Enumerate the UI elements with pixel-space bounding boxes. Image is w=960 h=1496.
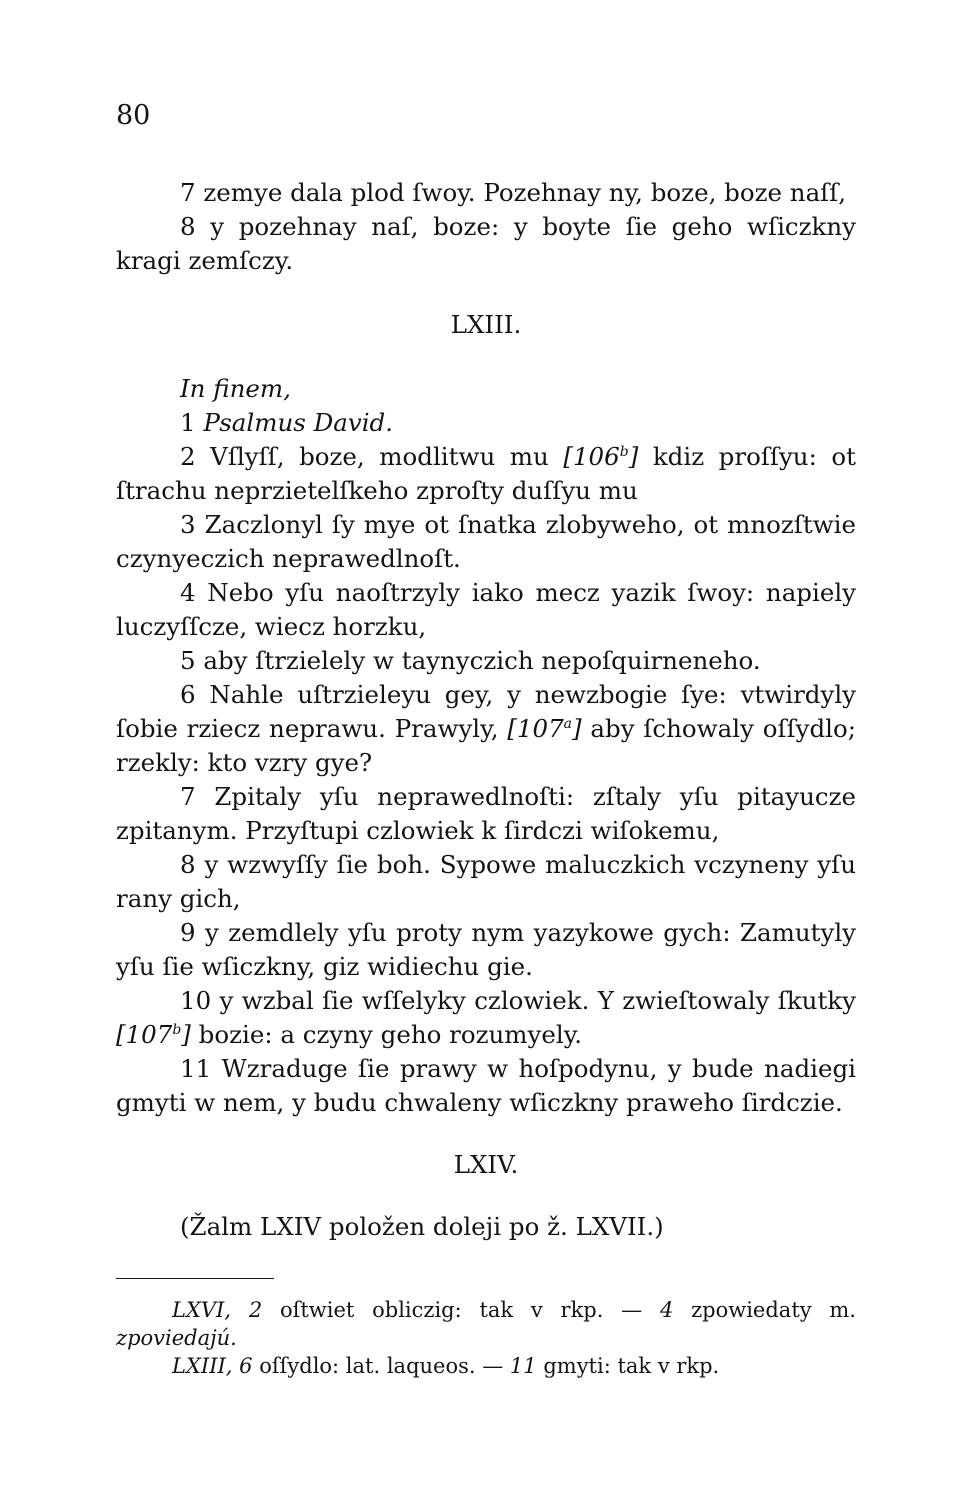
verse-text: 2 Vſlyſſ, boze, modlitwu mu [180, 442, 564, 471]
psalm-heading-lxiv: LXIV. [453, 1150, 519, 1179]
verse-4: 4 Nebo yſu naoſtrzyly iako mecz yazik ſwoy: napiely luczyſſcze, wiecz horzku, [116, 578, 856, 641]
main-text [116, 176, 856, 1244]
verse-text: bozie: a czyny geho rozumyely. [190, 1020, 583, 1049]
verse-text: aby ſchowaly oſſydlo; rzekly: kto vzry gye? [116, 714, 856, 777]
verse-text: kdiz proſſyu: ot ſtrachu neprzietelſkeho zproſty duſſyu mu [116, 442, 856, 505]
psalm-title-line-2 [116, 406, 856, 440]
footnote-lxiii: LXIII, 6 oſſydlo: lat. laqueos. — 11 gmyti: tak v rkp. [172, 1354, 720, 1378]
verse-8: 8 y wzwyſſy ſie boh. Sypowe maluczkich vczyneny yſu rany gich, [116, 850, 856, 913]
verse-6 [116, 678, 856, 780]
footnotes [116, 1296, 856, 1380]
verse-9: 9 y zemdlely yſu proty nym yazykowe gych: Zamutyly yſu ſie wſiczkny, giz widiechu gie. [116, 918, 856, 981]
editorial-note: (Žalm LXIV položen doleji po ž. LXVII.) [180, 1212, 664, 1241]
verse-number-1: 1 [180, 408, 196, 437]
psalm-title-line-1: In finem, [180, 374, 291, 403]
manuscript-folio-ref: [106$^b$] [563, 442, 639, 471]
footnote-divider [116, 1278, 274, 1279]
footnote-ref: LXIII, [172, 1354, 233, 1378]
verse-5: 5 aby ſtrzielely w taynyczich nepoſquirneneho. [180, 646, 761, 675]
verse-3: 3 Zaczlonyl ſy mye ot ſnatka zlobyweho, ot mnozſtwie czynyeczich neprawedlnoſt. [116, 510, 856, 573]
verse-text: 10 y wzbal ſie wſſelyky czlowiek. Y zwieſtowaly ſkutky [180, 986, 856, 1015]
verse-10 [116, 984, 856, 1052]
footnote-ref: LXVI, [172, 1298, 232, 1322]
verse-11: 11 Wzraduge ſie prawy w hoſpodynu, y bude nadiegi gmyti w nem, y budu chwaleny wſiczkny praweho ſirdczie. [116, 1054, 856, 1117]
psalm-heading-lxiii: LXIII. [450, 310, 522, 339]
manuscript-folio-ref: [107$^b$] [116, 1020, 191, 1049]
verse-7-psalm-lxvi: 7 zemye dala plod ſwoy. Pozehnay ny, boze, boze naſſ, [180, 178, 847, 207]
manuscript-folio-ref: [107$^a$] [507, 714, 582, 743]
verse-7: 7 Zpitaly yſu neprawedlnoſti: zſtaly yſu pitayucze zpitanym. Przyſtupi czlowiek k ſirdczi wiſokemu, [116, 782, 856, 845]
verse-text: 6 Nahle uſtrzieleyu gey, y newzbogie ſye: vtwirdyly ſobie rziecz neprawu. Prawyly, [116, 680, 856, 743]
page-number: 80 [116, 100, 151, 131]
verse-2 [116, 440, 856, 508]
footnote-lxvi: LXVI, 2 oſtwiet obliczig: tak v rkp. — 4 zpowiedaty m. zpoviedajú. [116, 1298, 856, 1350]
psalm-title-text: Psalmus David. [203, 408, 394, 437]
verse-8-psalm-lxvi: 8 y pozehnay naſ, boze: y boyte ſie geho wſiczkny kragi zemſczy. [116, 212, 856, 275]
